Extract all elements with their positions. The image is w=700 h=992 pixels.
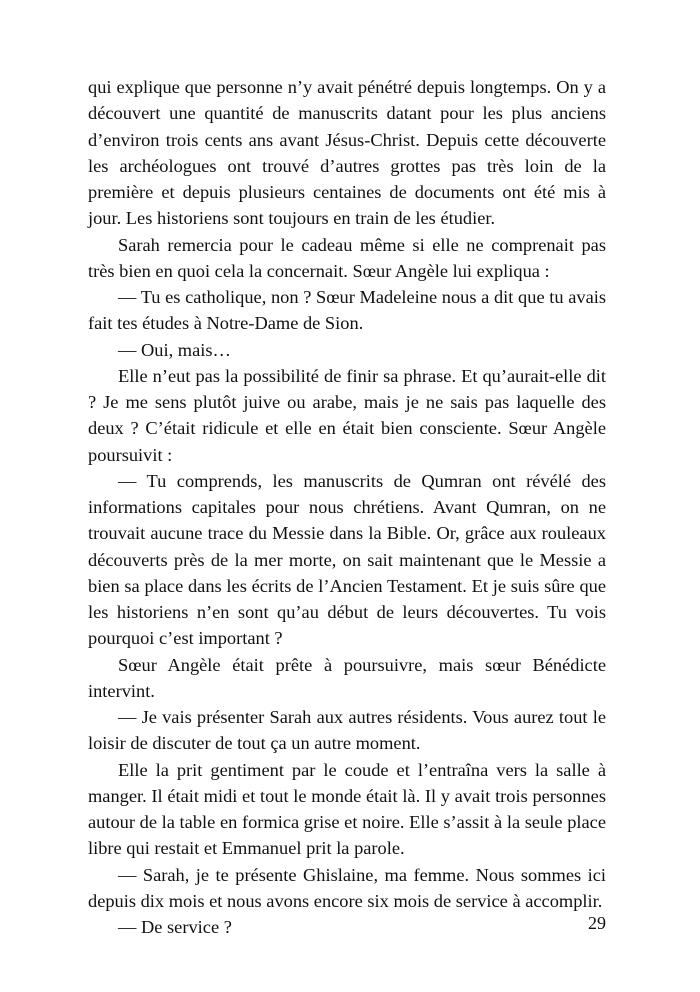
paragraph: Elle la prit gentiment par le coude et l’entraîna vers la salle à manger. Il était midi et tout le monde était là. Il y avait trois personnes autour de la table en formica grise et noire. Elle s’assit à la seule place libre qui restait et Emmanuel prit la parole. bbox=[88, 759, 606, 859]
paragraph: Elle n’eut pas la possibilité de finir sa phrase. Et qu’aurait-elle dit ? Je me sens plutôt juive ou arabe, mais je ne sais pas laquelle des deux ? C’était ridicule et elle en était bien consciente. Sœur Angèle poursuivit : bbox=[88, 365, 606, 465]
paragraph-continuation: qui explique que personne n’y avait pénétré depuis longtemps. On y a découvert une quantité de manuscrits datant pour les plus anciens d’environ trois cents ans avant Jésus-Christ. Depuis cette découverte les archéologues ont trouvé d’autres grottes pas très loin de la première et depuis plusieurs centaines de documents ont été mis à jour. Les historiens sont toujours en train de les étudier. bbox=[88, 77, 606, 229]
paragraph: Sarah remercia pour le cadeau même si elle ne comprenait pas très bien en quoi cela la concernait. Sœur Angèle lui expliqua : bbox=[88, 234, 606, 281]
page-number: 29 bbox=[588, 913, 606, 933]
page-body bbox=[88, 74, 606, 940]
dialogue-line: — Je vais présenter Sarah aux autres résidents. Vous aurez tout le loisir de discuter de tout ça un autre moment. bbox=[88, 707, 606, 754]
dialogue-line: — De service ? bbox=[118, 917, 232, 937]
paragraph: Sœur Angèle était prête à poursuivre, mais sœur Bénédicte intervint. bbox=[88, 654, 606, 701]
dialogue-line: — Sarah, je te présente Ghislaine, ma femme. Nous sommes ici depuis dix mois et nous avons encore six mois de service à accomplir. bbox=[88, 864, 606, 911]
dialogue-line: — Oui, mais… bbox=[118, 339, 231, 360]
dialogue-line: — Tu es catholique, non ? Sœur Madeleine nous a dit que tu avais fait tes études à Notre-Dame de Sion. bbox=[88, 287, 606, 334]
dialogue-line: — Tu comprends, les manuscrits de Qumran ont révélé des informations capitales pour nous chrétiens. Avant Qumran, on ne trouvait aucune trace du Messie dans la Bible. Or, grâce aux rouleaux découverts près de la mer morte, on sait maintenant que le Messie a bien sa place dans les écrits de l’Ancien Testament. Et je suis sûre que les historiens n’en sont qu’au début de leurs découvertes. Tu vois pourquoi c’est important ? bbox=[88, 470, 606, 649]
